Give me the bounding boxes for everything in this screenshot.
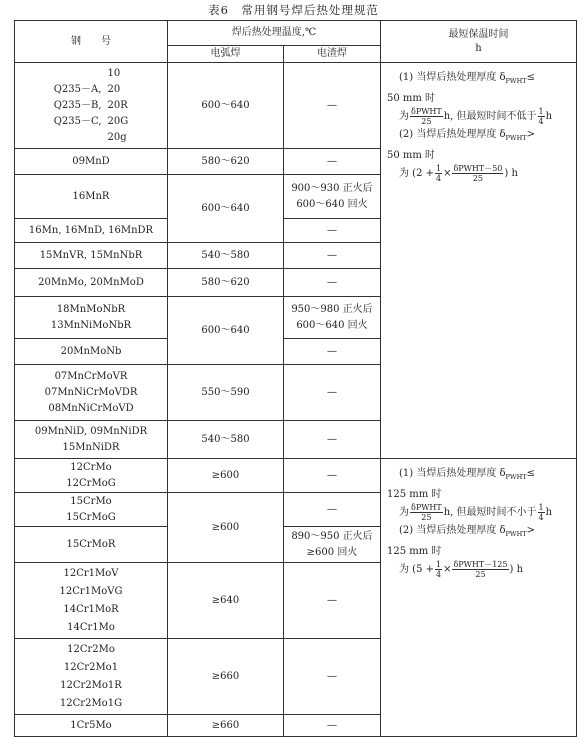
rule2-line6: 为 (5 + $\frac{1}{4}$ × $\frac{\text{δPWHT－125}}{25}$ ) h — [399, 560, 524, 579]
esw-temp: — — [284, 365, 381, 421]
rule1-line5: 50 mm 时 — [387, 150, 436, 161]
grade-line: 10 — [107, 67, 121, 79]
esw-temp: — — [284, 493, 381, 527]
arc-temp: 540～580 — [168, 243, 284, 269]
header-arc: 电弧焊 — [168, 46, 284, 63]
arc-temp: ≥640 — [168, 563, 284, 639]
grade-cell: 12CrMo 12CrMoG — [15, 459, 168, 493]
arc-temp: 540～580 — [168, 421, 284, 459]
arc-temp: 550～590 — [168, 365, 284, 421]
grade-cell: 18MnMoNbR 13MnNiMoNbR — [15, 297, 168, 339]
grade-cell: 16MnR — [15, 175, 168, 219]
arc-temp: 580～620 — [168, 149, 284, 175]
pwht-table — [14, 20, 577, 737]
time-rule-cell-2 — [381, 459, 577, 737]
grade-cell: 09MnNiD, 09MnNiDR 15MnNiDR — [15, 421, 168, 459]
grade-cell: 12Cr1MoV 12Cr1MoVG 14Cr1MoR 14Cr1Mo — [15, 563, 168, 639]
grade-cell: 1Cr5Mo — [15, 715, 168, 737]
rule2-line1: (1) 当焊后热处理厚度 $\delta_{PWHT}\le$ — [399, 468, 535, 481]
arc-temp: ≥660 — [168, 639, 284, 715]
grade-cell: 16Mn, 16MnD, 16MnDR — [15, 219, 168, 243]
rule1-line2: 50 mm 时 — [387, 93, 436, 104]
esw-temp: 950～980 正火后 600～640 回火 — [284, 297, 381, 339]
header-grade: 钢 号 — [15, 21, 168, 63]
grade-line: 20G — [107, 115, 129, 127]
table-title: 表6 常用钢号焊后热处理规范 — [208, 3, 379, 17]
esw-temp: — — [284, 715, 381, 737]
header-time-title: 最短保温时间 — [448, 28, 509, 40]
rule2-line2: 125 mm 时 — [387, 489, 442, 500]
rule1-line4: (2) 当焊后热处理厚度 $\delta_{PWHT}>$ — [399, 129, 535, 142]
rule1-line1: (1) 当焊后热处理厚度 $\delta_{PWHT}\le$ — [399, 72, 535, 85]
grade-cell: 07MnCrMoVR 07MnNiCrMoVDR 08MnNiCrMoVD — [15, 365, 168, 421]
esw-temp: — — [284, 219, 381, 243]
header-time-unit: h — [475, 42, 482, 54]
grade-line: 20g — [107, 131, 127, 143]
grade-cell: 12Cr2Mo 12Cr2Mo1 12Cr2Mo1R 12Cr2Mo1G — [15, 639, 168, 715]
arc-temp: 600～640 — [168, 63, 284, 149]
esw-temp: — — [284, 563, 381, 639]
arc-temp: ≥660 — [168, 715, 284, 737]
grade-line: 20 — [107, 83, 121, 95]
grade-cell: 09MnD — [15, 149, 168, 175]
rule1-line6: 为 (2 + $\frac{1}{4}$ × $\frac{\text{δPWHT－50}}{25}$ ) h — [399, 164, 518, 183]
rule1-line3: 为 $\frac{\text{δPWHT}}{25}$ h, 但最短时间不低于 $\frac{1}{4}$ h — [399, 107, 553, 126]
header-temp: 焊后热处理温度,℃ — [168, 21, 381, 46]
esw-temp: — — [284, 243, 381, 269]
rule2-line4: (2) 当焊后热处理厚度 $\delta_{PWHT}>$ — [399, 525, 535, 538]
arc-temp: ≥600 — [168, 459, 284, 493]
grade-cell: 20MnMoNb — [15, 339, 168, 365]
arc-temp: 600～640 — [168, 175, 284, 243]
header-time — [381, 21, 577, 63]
grade-line: Q235－C, — [53, 115, 102, 127]
arc-temp: ≥600 — [168, 493, 284, 563]
grade-cell: 15MnVR, 15MnNbR — [15, 243, 168, 269]
grade-cell — [15, 63, 168, 149]
arc-temp: 600～640 — [168, 297, 284, 365]
esw-temp: 890～950 正火后 ≥600 回火 — [284, 527, 381, 563]
esw-temp: 900～930 正火后 600～640 回火 — [284, 175, 381, 219]
esw-temp: — — [284, 149, 381, 175]
q235-grades — [17, 66, 165, 146]
rule2-line3: 为 $\frac{\text{δPWHT}}{25}$ h, 但最短时间不小于 $\frac{1}{4}$ h — [399, 503, 553, 522]
esw-temp: — — [284, 459, 381, 493]
arc-temp: 580～620 — [168, 269, 284, 297]
grade-line: Q235－B, — [53, 99, 102, 111]
rule2-line5: 125 mm 时 — [387, 546, 442, 557]
grade-cell: 15CrMo 15CrMoG — [15, 493, 168, 527]
grade-cell: 15CrMoR — [15, 527, 168, 563]
esw-temp: — — [284, 63, 381, 149]
grade-line: Q235－A, — [53, 83, 102, 95]
header-esw: 电渣焊 — [284, 46, 381, 63]
esw-temp: — — [284, 639, 381, 715]
grade-line: 20R — [107, 99, 128, 111]
esw-temp: — — [284, 269, 381, 297]
grade-cell: 20MnMo, 20MnMoD — [15, 269, 168, 297]
time-rule-cell-1 — [381, 63, 577, 459]
esw-temp: — — [284, 421, 381, 459]
esw-temp: — — [284, 339, 381, 365]
